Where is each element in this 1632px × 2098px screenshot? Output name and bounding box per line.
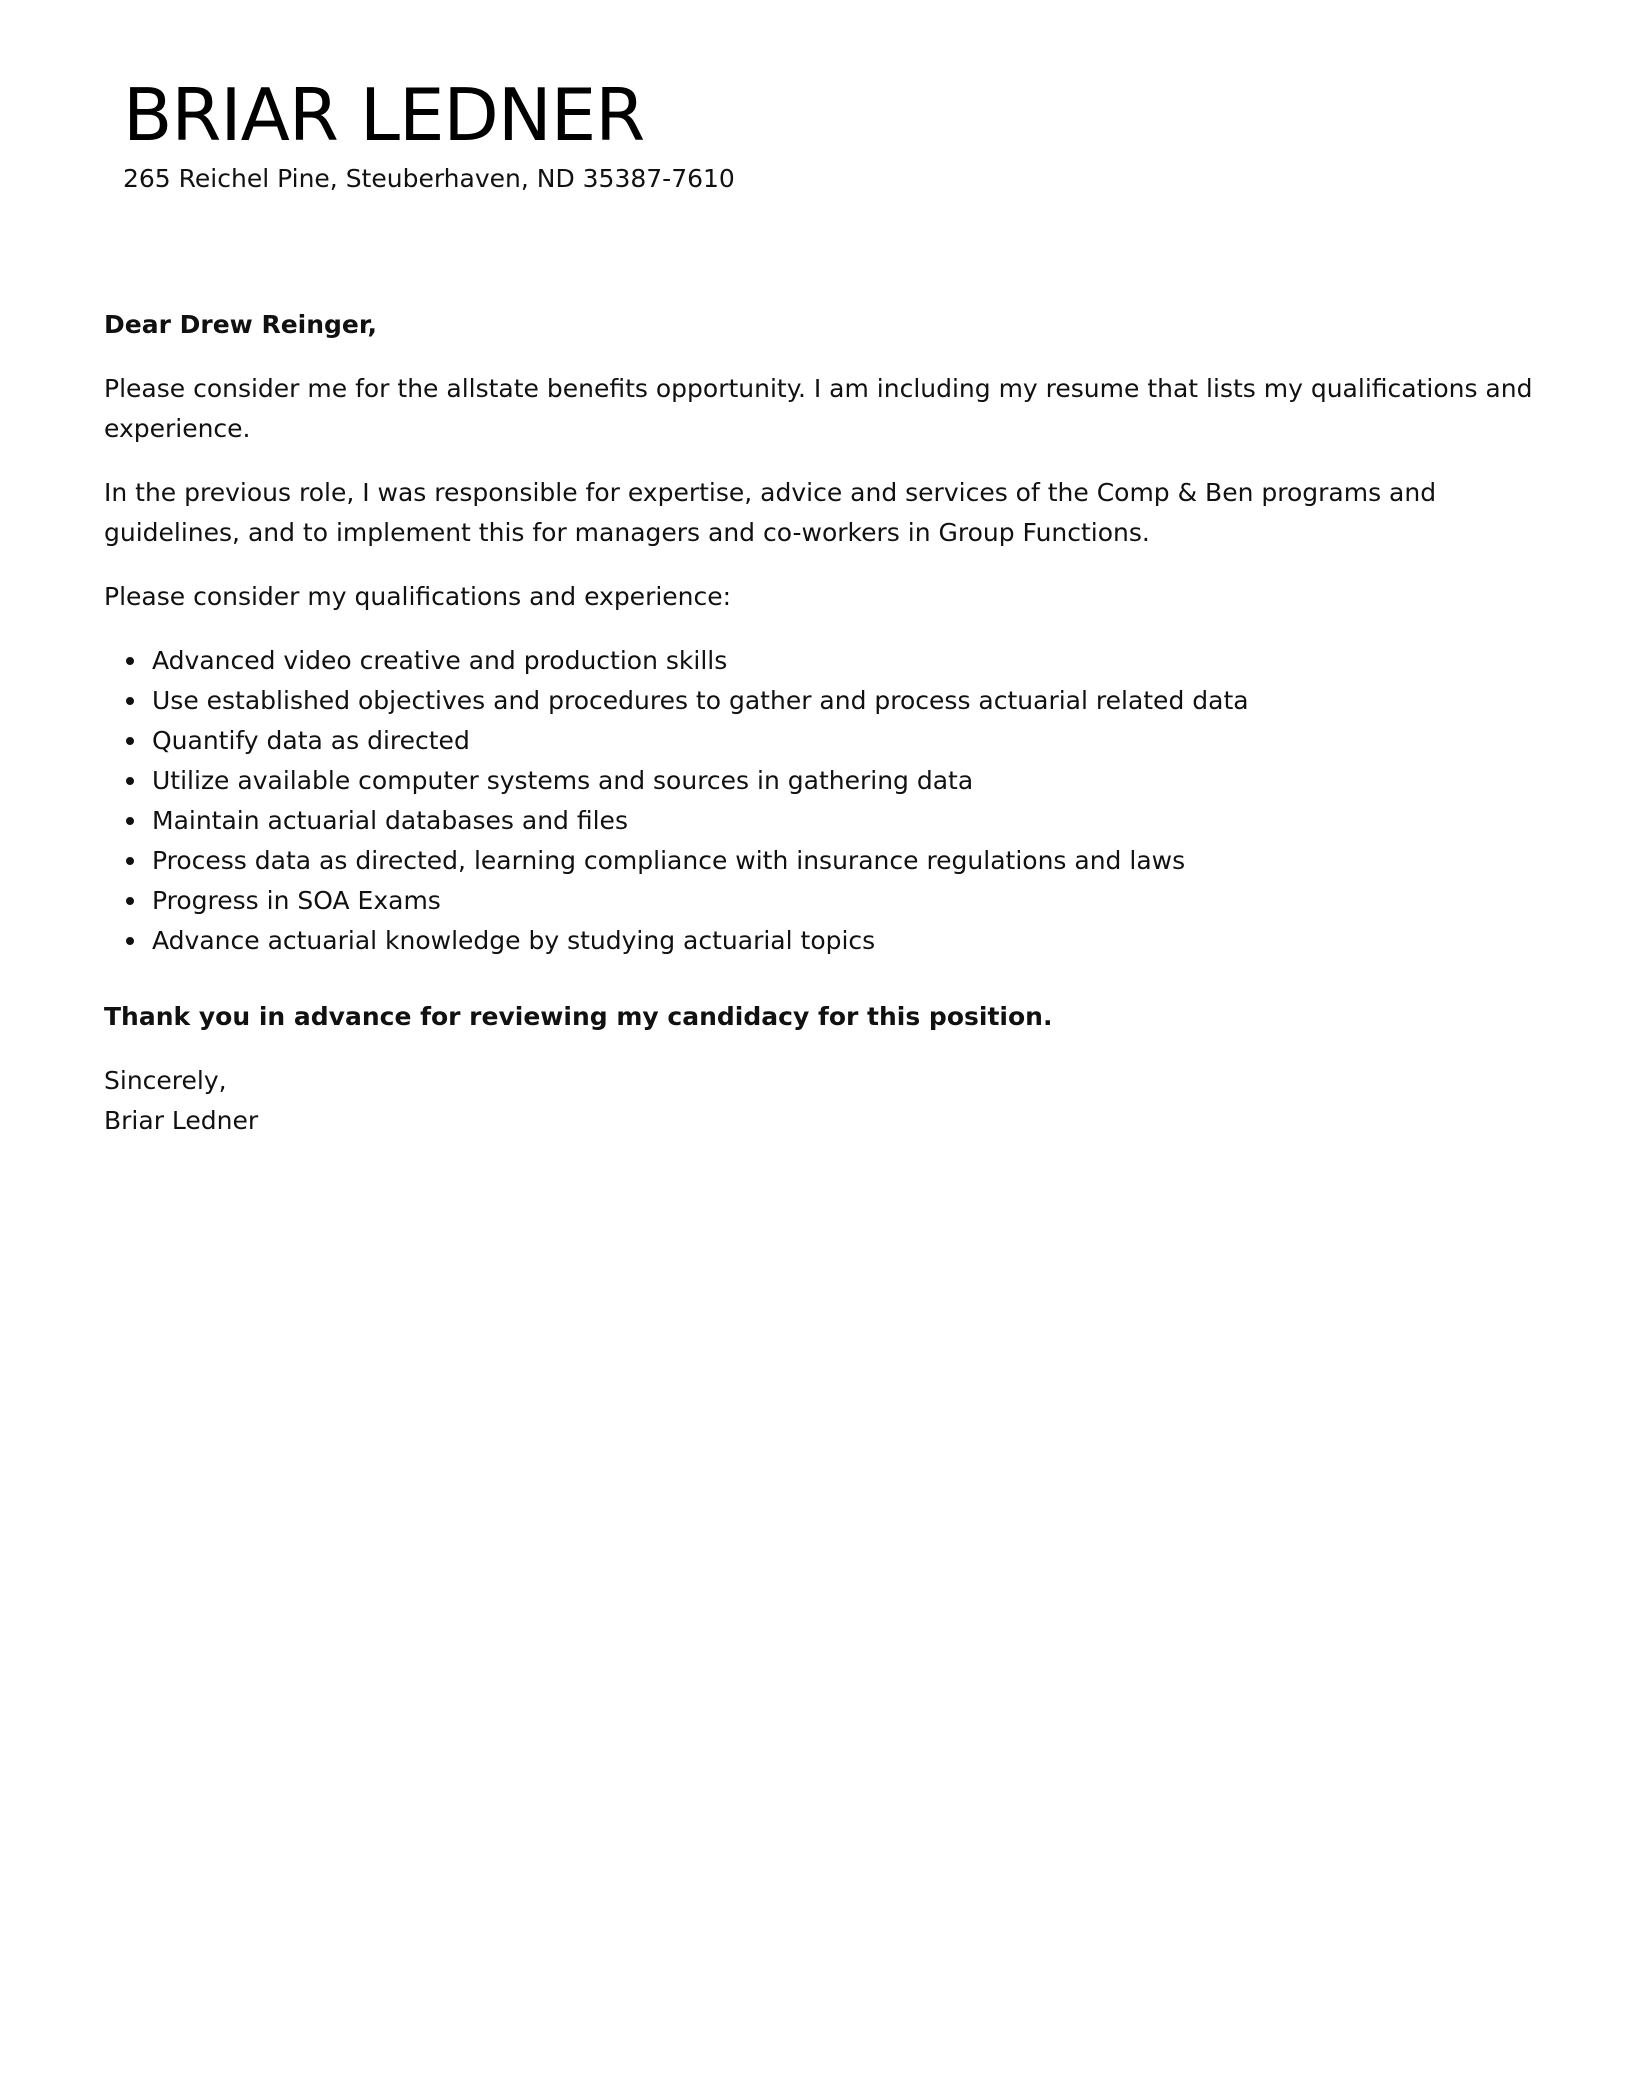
intro-paragraph: Please consider me for the allstate benefits opportunity. I am including my resume that lists my qualifications and experience. xyxy=(104,374,1533,443)
list-item-text: Maintain actuarial databases and files xyxy=(152,806,628,835)
bullet-icon xyxy=(126,937,134,945)
experience-paragraph: In the previous role, I was responsible for expertise, advice and services of the Comp & Ben programs and guidelines, and to implement this for managers and co-workers in Group Functions. xyxy=(104,478,1437,547)
salutation: Dear Drew Reinger, xyxy=(104,310,378,339)
list-item xyxy=(152,881,1544,921)
bullet-icon xyxy=(126,897,134,905)
signature-name: Briar Ledner xyxy=(104,1106,259,1135)
list-item xyxy=(152,761,1544,801)
bullet-icon xyxy=(126,697,134,705)
list-item-text: Advanced video creative and production skills xyxy=(152,646,728,675)
applicant-address: 265 Reichel Pine, Steuberhaven, ND 35387-7610 xyxy=(123,164,735,193)
list-item-text: Utilize available computer systems and sources in gathering data xyxy=(152,766,974,795)
bullet-icon xyxy=(126,737,134,745)
list-item xyxy=(152,681,1544,721)
qualifications-list xyxy=(104,641,1544,961)
list-item xyxy=(152,721,1544,761)
list-item-text: Quantify data as directed xyxy=(152,726,470,755)
list-item xyxy=(152,841,1544,881)
bullet-icon xyxy=(126,857,134,865)
bullet-icon xyxy=(126,657,134,665)
list-item-text: Progress in SOA Exams xyxy=(152,886,441,915)
letter-header xyxy=(123,70,735,193)
bullet-icon xyxy=(126,817,134,825)
signoff: Sincerely, xyxy=(104,1066,227,1095)
list-item-text: Advance actuarial knowledge by studying actuarial topics xyxy=(152,926,876,955)
list-item-text: Use established objectives and procedures to gather and process actuarial related data xyxy=(152,686,1249,715)
list-item xyxy=(152,801,1544,841)
letter-body xyxy=(104,305,1544,1141)
list-item-text: Process data as directed, learning compliance with insurance regulations and laws xyxy=(152,846,1186,875)
applicant-name: BRIAR LEDNER xyxy=(123,73,645,157)
closing-statement: Thank you in advance for reviewing my candidacy for this position. xyxy=(104,1002,1053,1031)
list-item xyxy=(152,641,1544,681)
list-item xyxy=(152,921,1544,961)
qualifications-intro: Please consider my qualifications and experience: xyxy=(104,582,732,611)
bullet-icon xyxy=(126,777,134,785)
